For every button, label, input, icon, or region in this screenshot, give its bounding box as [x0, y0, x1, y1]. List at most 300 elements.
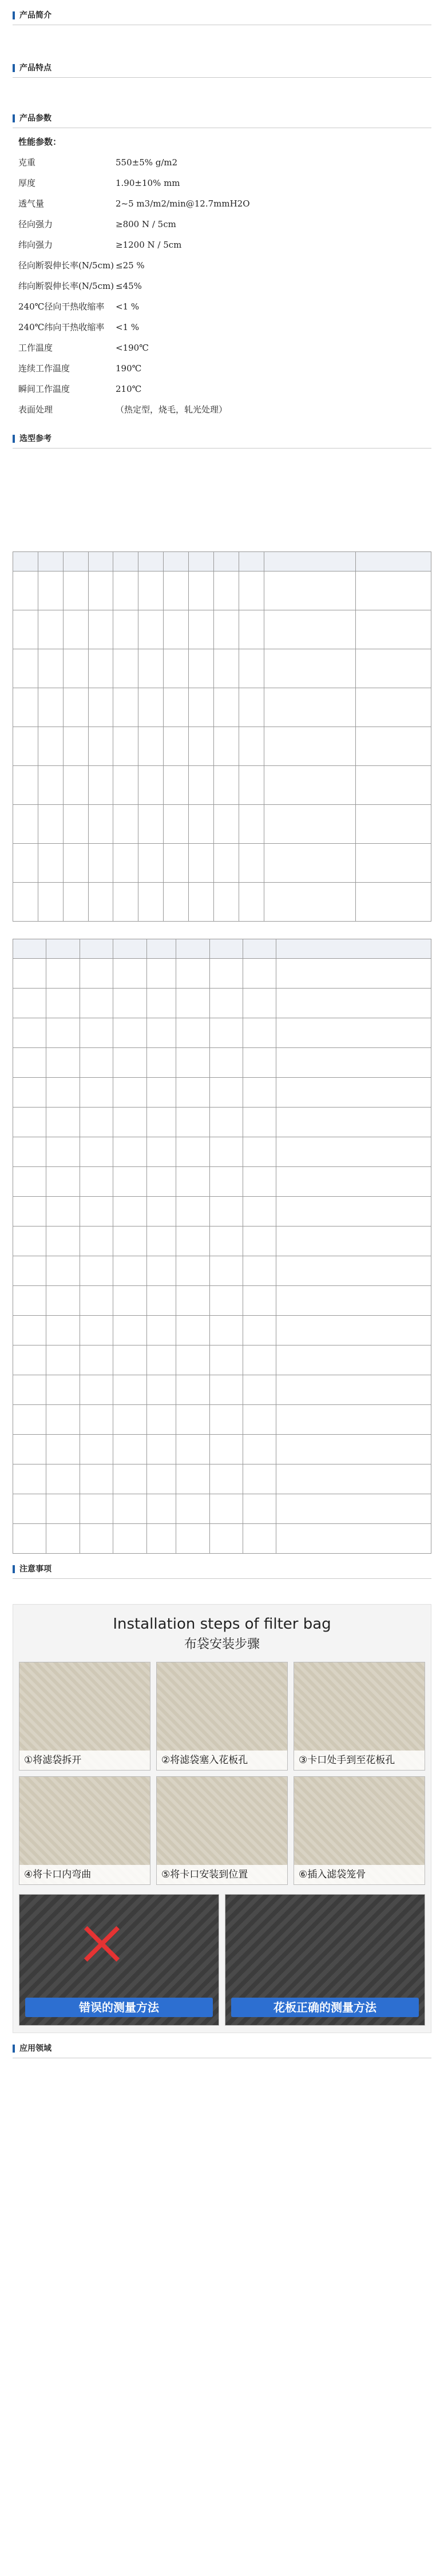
table-cell — [243, 1375, 276, 1405]
table-cell — [213, 571, 239, 610]
table-cell — [113, 766, 138, 805]
table-header-row — [13, 552, 431, 571]
param-key: 240℃纬向干热收缩率 — [18, 322, 105, 332]
table-cell — [209, 1375, 243, 1405]
section-header-features — [13, 58, 431, 78]
table-cell — [209, 989, 243, 1018]
table-cell — [113, 1316, 146, 1345]
param-row — [18, 152, 431, 173]
param-value: ≤25 % — [116, 260, 145, 271]
param-key: 透气量 — [18, 199, 45, 209]
table-cell — [13, 688, 38, 727]
param-row — [18, 317, 431, 338]
table-cell — [113, 1108, 146, 1137]
table-cell — [13, 1316, 46, 1345]
table-cell — [209, 1464, 243, 1494]
step-caption: ⑤将卡口安装到位置 — [157, 1865, 287, 1884]
section-header-intro — [13, 6, 431, 25]
table-cell — [189, 844, 214, 883]
table-cell — [80, 1018, 113, 1048]
table-cell — [243, 1227, 276, 1256]
table-cell — [264, 610, 356, 649]
param-value: （热定型，烧毛，轧光处理） — [116, 404, 228, 415]
param-value: <1 % — [116, 322, 140, 332]
table-row — [13, 610, 431, 649]
table-cell — [146, 989, 176, 1018]
table-cell — [276, 1227, 431, 1256]
param-value: ≤45% — [116, 281, 142, 291]
selection-item — [13, 477, 431, 486]
section-bar — [13, 2045, 15, 2053]
table-row — [13, 1435, 431, 1464]
table-cell — [63, 883, 88, 922]
table-cell — [113, 1167, 146, 1197]
table-cell — [13, 1375, 46, 1405]
table-row — [13, 1494, 431, 1524]
param-row — [18, 173, 431, 193]
table-cell — [189, 766, 214, 805]
table-cell — [276, 1316, 431, 1345]
param-value: 210℃ — [116, 384, 142, 394]
table-cell — [113, 1137, 146, 1167]
table-cell — [113, 844, 138, 883]
param-key: 表面处理 — [18, 404, 53, 415]
table-cell — [88, 844, 113, 883]
table-cell — [13, 649, 38, 688]
table-cell — [80, 1108, 113, 1137]
table-cell — [209, 1345, 243, 1375]
table-cell — [243, 1256, 276, 1286]
table-cell — [239, 727, 264, 766]
section-header-selection — [13, 429, 431, 448]
table-cell — [146, 1197, 176, 1227]
table-cell — [13, 1494, 46, 1524]
intro-line — [13, 30, 431, 40]
table-cell — [13, 883, 38, 922]
table-cell — [239, 688, 264, 727]
table-cell — [176, 1435, 209, 1464]
table-cell — [46, 1018, 80, 1048]
table-cell — [176, 1048, 209, 1078]
table-cell — [189, 571, 214, 610]
table-cell — [164, 649, 189, 688]
section-bar — [13, 64, 15, 72]
table-cell — [13, 571, 38, 610]
table-cell — [176, 1078, 209, 1108]
table-cell — [13, 727, 38, 766]
table-cell — [276, 1078, 431, 1108]
table-cell — [356, 805, 431, 844]
table-cell — [276, 1137, 431, 1167]
table-cell — [113, 1405, 146, 1435]
table-cell — [46, 1137, 80, 1167]
params-list — [13, 128, 431, 423]
table-cell — [80, 1435, 113, 1464]
table-cell — [46, 989, 80, 1018]
install-title-en: Installation steps of filter bag — [113, 1616, 331, 1633]
table-cell — [38, 610, 63, 649]
install-photo-grid — [13, 1657, 431, 1890]
table-cell — [13, 1405, 46, 1435]
table-cell — [146, 1286, 176, 1316]
intro-text — [13, 25, 431, 53]
table-cell — [13, 1018, 46, 1048]
table2-heading — [13, 922, 431, 939]
table-cell — [176, 1167, 209, 1197]
table-cell — [176, 989, 209, 1018]
table-cell — [189, 649, 214, 688]
table-cell — [13, 1286, 46, 1316]
param-row — [18, 358, 431, 379]
table-cell — [63, 727, 88, 766]
section-bar — [13, 435, 15, 443]
table-cell — [176, 1137, 209, 1167]
param-value: 550±5% g/m2 — [116, 157, 178, 168]
model-selection-table — [13, 939, 431, 1554]
table-cell — [80, 1048, 113, 1078]
table-cell — [38, 805, 63, 844]
table-cell — [13, 989, 46, 1018]
table-cell — [209, 1435, 243, 1464]
table-cell — [113, 1227, 146, 1256]
table-cell — [209, 1137, 243, 1167]
section-title: 应用领域 — [19, 2044, 51, 2053]
table-cell — [46, 1197, 80, 1227]
table-cell — [13, 1048, 46, 1078]
table-cell — [38, 649, 63, 688]
param-key: 径向断裂伸长率(N/5cm) — [18, 260, 114, 271]
table-cell — [264, 688, 356, 727]
table-cell — [356, 610, 431, 649]
step-caption: ①将滤袋拆开 — [19, 1751, 150, 1770]
table-cell — [80, 1464, 113, 1494]
table-cell — [113, 989, 146, 1018]
table-row — [13, 1108, 431, 1137]
table-cell — [113, 1524, 146, 1554]
table-cell — [146, 1256, 176, 1286]
notes-text — [13, 1579, 431, 1596]
table-row — [13, 1018, 431, 1048]
table-cell — [239, 610, 264, 649]
table-cell — [63, 571, 88, 610]
table-cell — [113, 1345, 146, 1375]
table-cell — [88, 805, 113, 844]
table-cell — [38, 727, 63, 766]
table-cell — [138, 610, 164, 649]
table-cell — [276, 1197, 431, 1227]
table-cell — [243, 1464, 276, 1494]
table-cell — [176, 1464, 209, 1494]
table-cell — [209, 1018, 243, 1048]
table-cell — [189, 727, 214, 766]
table-cell — [276, 1167, 431, 1197]
table-cell — [13, 844, 38, 883]
table-cell — [209, 1286, 243, 1316]
table-row — [13, 1524, 431, 1554]
table-cell — [146, 1375, 176, 1405]
install-steps — [13, 1604, 431, 2033]
table-cell — [13, 1227, 46, 1256]
params-subtitle: 性能参数： — [18, 137, 62, 147]
table-cell — [264, 649, 356, 688]
section-title: 选型参考 — [19, 434, 51, 443]
table-cell — [239, 805, 264, 844]
table-cell — [113, 1286, 146, 1316]
table-cell — [88, 727, 113, 766]
table-row — [13, 1078, 431, 1108]
table-cell — [80, 1494, 113, 1524]
param-row — [18, 379, 431, 399]
section-header-notes — [13, 1559, 431, 1579]
table-cell — [189, 610, 214, 649]
table-cell — [276, 1405, 431, 1435]
table-row — [13, 688, 431, 727]
table-cell — [113, 959, 146, 989]
table-cell — [138, 688, 164, 727]
table-cell — [243, 989, 276, 1018]
fiber-table-body — [13, 571, 431, 922]
section-title: 产品简介 — [19, 11, 51, 20]
table-cell — [13, 1197, 46, 1227]
selection-heading — [13, 448, 431, 466]
table-cell — [38, 766, 63, 805]
step-caption: ③卡口处手到至花板孔 — [294, 1751, 425, 1770]
step-caption: ④将卡口内弯曲 — [19, 1865, 150, 1884]
table-row — [13, 1048, 431, 1078]
table-cell — [356, 727, 431, 766]
table-cell — [146, 1345, 176, 1375]
table-cell — [46, 1375, 80, 1405]
table-cell — [276, 989, 431, 1018]
table-cell — [38, 883, 63, 922]
table-cell — [38, 688, 63, 727]
table-cell — [176, 1227, 209, 1256]
param-value: ≥1200 N / 5cm — [116, 240, 182, 250]
table-cell — [276, 1108, 431, 1137]
table-cell — [213, 649, 239, 688]
selection-item — [13, 467, 431, 477]
selection-item — [13, 506, 431, 515]
table-cell — [113, 649, 138, 688]
wrong-measure-photo — [19, 1894, 219, 2026]
table-cell — [146, 1048, 176, 1078]
fiber-properties-table — [13, 551, 431, 922]
table-cell — [146, 1018, 176, 1048]
table-cell — [146, 1405, 176, 1435]
table-cell — [13, 1524, 46, 1554]
table-cell — [356, 883, 431, 922]
table-row — [13, 1316, 431, 1345]
param-row — [18, 214, 431, 235]
table-cell — [176, 1494, 209, 1524]
table-cell — [80, 959, 113, 989]
param-row — [18, 235, 431, 255]
table-cell — [13, 1137, 46, 1167]
intro-line — [13, 40, 431, 50]
table-cell — [239, 571, 264, 610]
param-rows — [18, 152, 431, 420]
table-row — [13, 1227, 431, 1256]
table-cell — [164, 688, 189, 727]
table-cell — [209, 1494, 243, 1524]
table-cell — [164, 844, 189, 883]
table-cell — [356, 571, 431, 610]
section-bar — [13, 1565, 15, 1573]
table-row — [13, 1167, 431, 1197]
table-cell — [264, 571, 356, 610]
table-cell — [63, 688, 88, 727]
param-row — [18, 338, 431, 358]
table-cell — [209, 1078, 243, 1108]
table-cell — [80, 1524, 113, 1554]
param-row — [18, 296, 431, 317]
table-cell — [276, 1048, 431, 1078]
table-cell — [213, 610, 239, 649]
table-cell — [63, 649, 88, 688]
table-cell — [276, 1524, 431, 1554]
table-cell — [13, 1078, 46, 1108]
table-cell — [88, 766, 113, 805]
table-cell — [113, 1048, 146, 1078]
table-row — [13, 571, 431, 610]
table-cell — [276, 1256, 431, 1286]
table-cell — [164, 571, 189, 610]
table-cell — [146, 1464, 176, 1494]
section-title: 注意事项 — [19, 1565, 51, 1574]
table-cell — [88, 649, 113, 688]
table-cell — [80, 1197, 113, 1227]
table-cell — [176, 1316, 209, 1345]
table-cell — [146, 1316, 176, 1345]
table-cell — [46, 1316, 80, 1345]
table-cell — [113, 1464, 146, 1494]
table-cell — [264, 766, 356, 805]
table-cell — [113, 727, 138, 766]
table-cell — [213, 766, 239, 805]
table-row — [13, 1345, 431, 1375]
table-cell — [243, 1197, 276, 1227]
table-cell — [113, 1078, 146, 1108]
table-row — [13, 1464, 431, 1494]
table-cell — [113, 1375, 146, 1405]
table-cell — [88, 571, 113, 610]
table-cell — [243, 1048, 276, 1078]
table-cell — [243, 1316, 276, 1345]
table-cell — [243, 1345, 276, 1375]
right-measure-label: 花板正确的测量方法 — [231, 1998, 419, 2017]
table-cell — [46, 1256, 80, 1286]
table-row — [13, 1256, 431, 1286]
table-cell — [63, 805, 88, 844]
table-cell — [63, 610, 88, 649]
table-cell — [80, 1405, 113, 1435]
table-cell — [189, 805, 214, 844]
table-cell — [13, 1256, 46, 1286]
table-cell — [176, 1345, 209, 1375]
table-cell — [113, 883, 138, 922]
table-row — [13, 1375, 431, 1405]
install-photo — [156, 1662, 288, 1771]
param-key: 工作温度 — [18, 343, 53, 353]
table-cell — [46, 1108, 80, 1137]
table-cell — [80, 1167, 113, 1197]
table-cell — [46, 1405, 80, 1435]
section-bar — [13, 11, 15, 19]
wrong-measure-label: 错误的测量方法 — [25, 1998, 213, 2017]
param-value: ≥800 N / 5cm — [116, 219, 176, 229]
table-cell — [146, 1137, 176, 1167]
table-cell — [356, 649, 431, 688]
table-row — [13, 989, 431, 1018]
table-cell — [138, 571, 164, 610]
measure-photo-row — [13, 1890, 431, 2033]
param-value: 2~5 m3/m2/min@12.7mmH2O — [116, 199, 250, 209]
param-key: 瞬间工作温度 — [18, 384, 70, 394]
table-cell — [164, 610, 189, 649]
table-cell — [243, 1435, 276, 1464]
table-cell — [13, 959, 46, 989]
table-cell — [46, 1286, 80, 1316]
right-measure-photo — [225, 1894, 425, 2026]
table-cell — [113, 1256, 146, 1286]
table-cell — [239, 766, 264, 805]
step-caption: ②将滤袋塞入花板孔 — [157, 1751, 287, 1770]
table-cell — [276, 1345, 431, 1375]
table-cell — [164, 883, 189, 922]
table-cell — [243, 1108, 276, 1137]
param-key: 纬向强力 — [18, 240, 53, 250]
table-cell — [46, 1167, 80, 1197]
table-cell — [209, 1256, 243, 1286]
table-cell — [176, 1375, 209, 1405]
table-cell — [46, 1464, 80, 1494]
table-cell — [213, 883, 239, 922]
table-cell — [13, 1167, 46, 1197]
install-photo — [294, 1776, 425, 1885]
table-cell — [164, 727, 189, 766]
table-cell — [146, 1494, 176, 1524]
table-cell — [264, 805, 356, 844]
table-cell — [80, 1286, 113, 1316]
selection-item — [13, 496, 431, 506]
table-row — [13, 844, 431, 883]
table-row — [13, 959, 431, 989]
table-cell — [176, 1018, 209, 1048]
table-cell — [63, 766, 88, 805]
table-cell — [146, 1078, 176, 1108]
table-cell — [276, 1286, 431, 1316]
param-row — [18, 276, 431, 296]
table-cell — [138, 844, 164, 883]
table-cell — [80, 1316, 113, 1345]
table-cell — [13, 805, 38, 844]
table-cell — [38, 571, 63, 610]
table-cell — [13, 1435, 46, 1464]
table-cell — [239, 844, 264, 883]
table-cell — [243, 1405, 276, 1435]
table-cell — [164, 805, 189, 844]
table-row — [13, 1286, 431, 1316]
features-text — [13, 78, 431, 103]
table-cell — [264, 727, 356, 766]
table-cell — [63, 844, 88, 883]
table-row — [13, 1137, 431, 1167]
table-cell — [209, 1316, 243, 1345]
table-cell — [264, 883, 356, 922]
table-cell — [243, 959, 276, 989]
table-row — [13, 805, 431, 844]
section-header-application — [13, 2039, 431, 2058]
